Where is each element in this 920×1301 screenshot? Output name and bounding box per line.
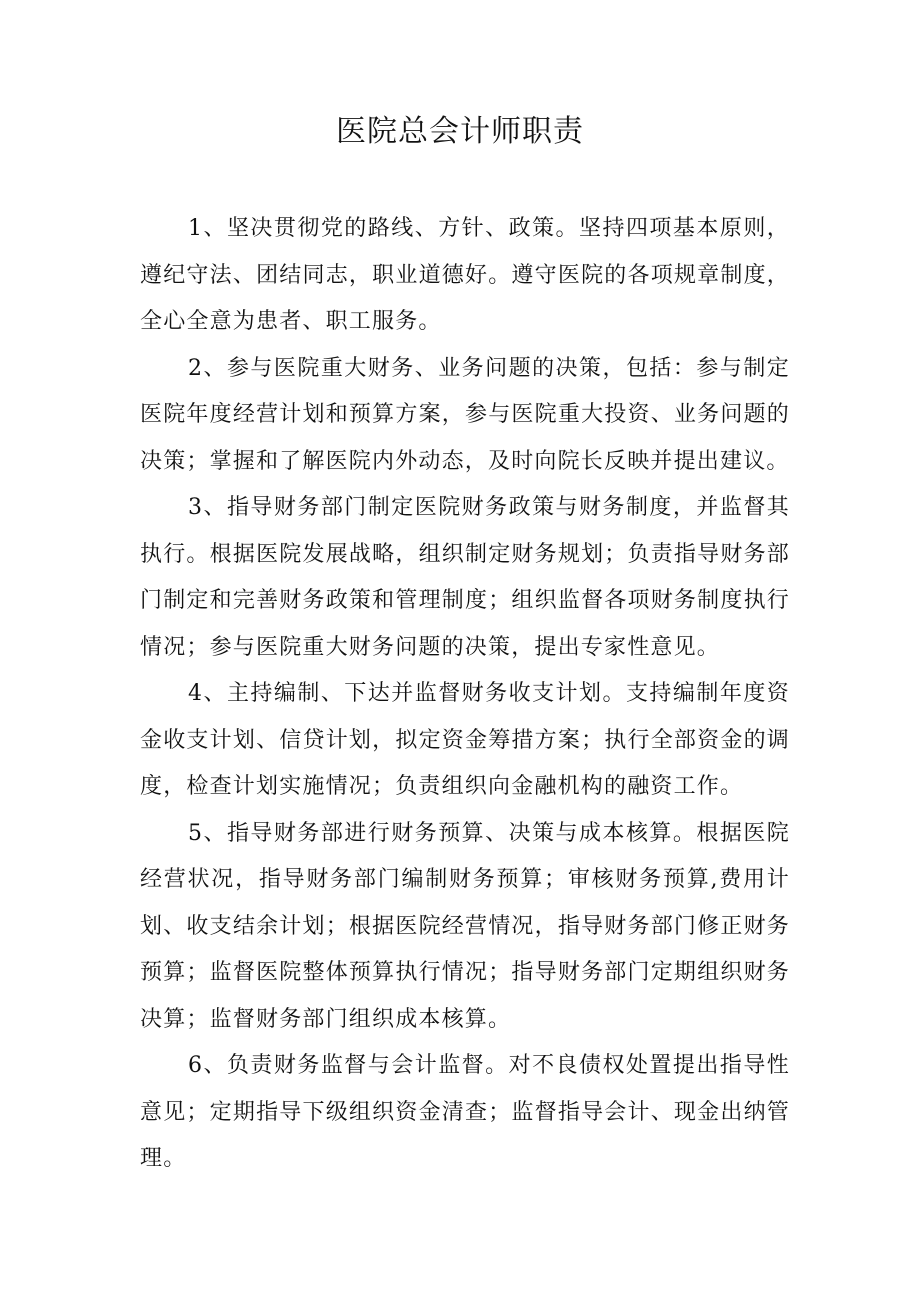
- document-body: [140, 206, 790, 1183]
- paragraph-6: 6、负责财务监督与会计监督。对不良债权处置提出指导性意见；定期指导下级组织资金清查；监督指导会计、现金出纳管理。: [140, 1053, 790, 1171]
- paragraph-5: 5、指导财务部进行财务预算、决策与成本核算。根据医院经营状况，指导财务部门编制财务预算；审核财务预算,费用计划、收支结余计划；根据医院经营情况，指导财务部门修正财务预算；监督医院整体预算执行情况；指导财务部门定期组织财务决算；监督财务部门组织成本核算。: [140, 820, 790, 1032]
- paragraph-2: 2、参与医院重大财务、业务问题的决策，包括：参与制定医院年度经营计划和预算方案，参与医院重大投资、业务问题的决策；掌握和了解医院内外动态，及时向院长反映并提出建议。: [140, 355, 790, 474]
- paragraph-4: 4、主持编制、下达并监督财务收支计划。支持编制年度资金收支计划、信贷计划，拟定资金筹措方案；执行全部资金的调度，检查计划实施情况；负责组织向金融机构的融资工作。: [140, 681, 790, 799]
- paragraph-1: 1、坚决贯彻党的路线、方针、政策。坚持四项基本原则，遵纪守法、团结同志，职业道德好。遵守医院的各项规章制度，全心全意为患者、职工服务。: [140, 216, 790, 334]
- paragraph-3: 3、指导财务部门制定医院财务政策与财务制度，并监督其执行。根据医院发展战略，组织制定财务规划；负责指导财务部门制定和完善财务政策和管理制度；组织监督各项财务制度执行情况；参与医院重大财务问题的决策，提出专家性意见。: [140, 495, 790, 660]
- page-title: 医院总会计师职责: [336, 114, 584, 149]
